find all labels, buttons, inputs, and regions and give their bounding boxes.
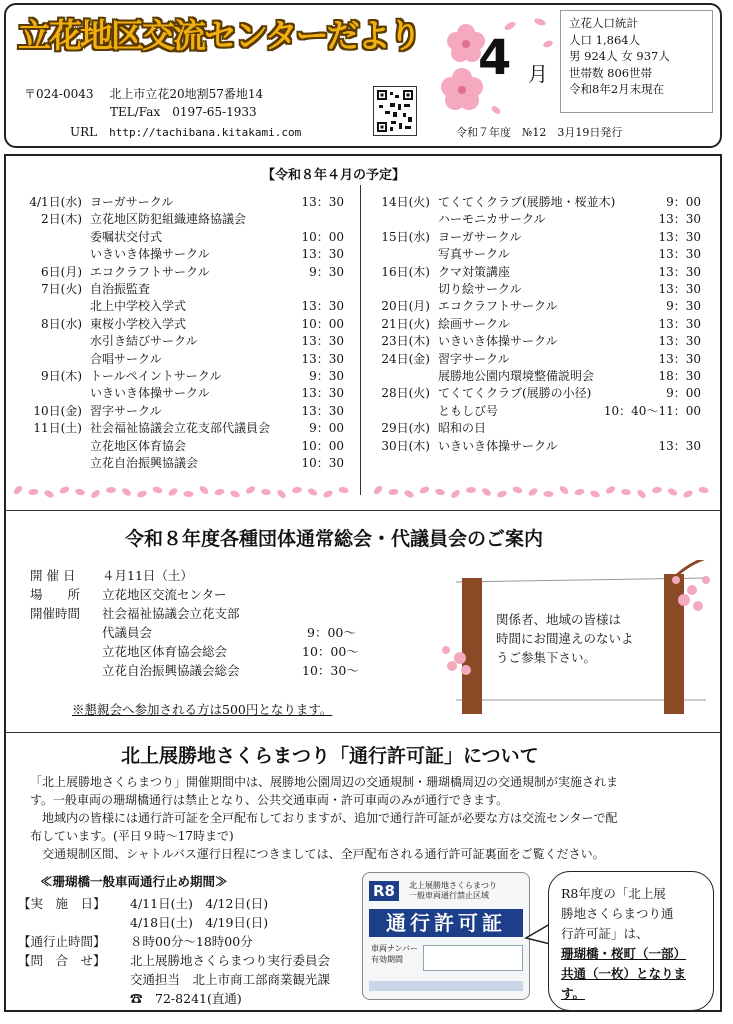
contact-dept: 交通担当 北上市商工部商業観光課 <box>130 972 331 987</box>
website <box>70 124 301 141</box>
bubble-line: 行許可証」は、 <box>561 926 649 941</box>
schedule-date: 20日(月) <box>381 299 430 314</box>
bubble-line: す。 <box>561 986 586 1001</box>
schedule-row <box>14 264 302 281</box>
schedule-event: ともしび号 <box>438 403 499 418</box>
schedule-event: 自治振監査 <box>90 282 151 296</box>
permit-image <box>362 872 530 1000</box>
meeting-time: 9：00～ <box>307 625 356 640</box>
petal <box>574 488 585 496</box>
schedule-event: いきいき体操サークル <box>90 247 210 262</box>
permit-field: 車両ナンバー <box>371 944 419 953</box>
petal <box>229 489 241 498</box>
permit-footer <box>369 981 523 991</box>
schedule-date: 23日(木) <box>381 334 430 349</box>
schedule-row <box>362 351 650 368</box>
schedule-date: 15日(水) <box>381 229 430 244</box>
permit-field-box <box>423 945 523 971</box>
schedule-time: 13：30 <box>658 212 701 227</box>
date-label: 開 催 日 <box>30 568 76 583</box>
schedule-event: 切り絵サークル <box>438 282 522 296</box>
schedule-date: 4/1日(水) <box>29 195 82 209</box>
schedule-time: 9：30 <box>666 299 701 314</box>
schedule-time: 9：00 <box>309 421 344 436</box>
petal <box>136 490 147 499</box>
schedule-row <box>14 420 302 437</box>
petal <box>543 491 553 497</box>
schedule-row <box>14 194 302 211</box>
petal <box>90 488 102 499</box>
schedule-time: 9：30 <box>309 264 344 279</box>
period-dates-1: 4/11日(土) 4/12日(日) <box>130 896 269 911</box>
schedule-time: 13：30 <box>301 351 344 366</box>
schedule-time: 13：30 <box>658 316 701 331</box>
schedule-time: 13：30 <box>658 247 701 262</box>
schedule-date: 30日(木) <box>381 438 430 453</box>
population-stats <box>560 10 713 113</box>
schedule-row <box>14 403 302 420</box>
schedule-event: 東桜小学校入学式 <box>90 316 187 331</box>
petal <box>450 488 462 499</box>
petal <box>59 485 71 495</box>
petal <box>589 489 601 498</box>
schedule-event: てくてくクラブ(展勝地・桜並木) <box>438 195 616 209</box>
petal <box>667 487 679 497</box>
schedule-row <box>14 385 302 402</box>
schedule-row <box>362 211 650 228</box>
postal-address <box>24 86 263 103</box>
schedule-event: 社会福祉協議会立花支部代議員会 <box>90 421 271 436</box>
sign-line: 関係者、地域の皆様は <box>496 612 622 627</box>
schedule-row <box>362 298 650 315</box>
schedule-time: 13：30 <box>658 282 701 296</box>
petal <box>652 486 663 493</box>
schedule-date: 21日(火) <box>381 316 430 331</box>
stats-as-of: 令和8年2月末現在 <box>569 82 665 96</box>
meeting-item: 社会福祉協議会立花支部 <box>102 606 240 621</box>
schedule-event: 立花地区体育協会 <box>90 438 187 453</box>
schedule-time: 18：30 <box>658 369 701 383</box>
period-dates-2: 4/18日(土) 4/19日(日) <box>130 915 269 930</box>
schedule-time: 13：30 <box>658 438 701 453</box>
schedule-time: 9：00 <box>666 386 701 401</box>
petal <box>434 488 445 496</box>
schedule-event: 水引き結びサークル <box>90 334 198 349</box>
petal <box>466 487 476 494</box>
meeting-place: 立花地区交流センター <box>102 587 227 602</box>
petal <box>527 487 539 498</box>
schedule-event: てくてくクラブ(展勝の小径) <box>438 386 592 401</box>
meeting-title: 令和８年度各種団体通常総会・代議員会のご案内 <box>125 528 544 550</box>
tel-fax: TEL/Fax 0197-65-1933 <box>110 105 257 119</box>
schedule-time: 13：30 <box>301 334 344 349</box>
petal <box>372 484 383 495</box>
url-link[interactable]: http://tachibana.kitakami.com <box>109 126 302 139</box>
petal <box>636 488 647 499</box>
petal <box>698 486 709 494</box>
petal <box>403 489 415 499</box>
schedule-row <box>14 438 302 455</box>
speech-bubble <box>548 871 714 1011</box>
schedule-row <box>362 385 650 402</box>
schedule-row <box>362 246 650 263</box>
month-number: 4 <box>478 30 512 86</box>
closure-details <box>18 894 330 1008</box>
schedule-time: 10：00 <box>301 229 344 244</box>
schedule-date: 7日(火) <box>41 282 82 296</box>
petal <box>198 485 210 496</box>
schedule-event: 写真サークル <box>438 247 510 262</box>
schedule-row <box>14 211 302 228</box>
schedule-event: 立花自治振興協議会 <box>90 456 199 470</box>
petal <box>307 487 319 497</box>
schedule-event: いきいき体操サークル <box>438 334 558 349</box>
schedule-date: 8日(水) <box>41 316 82 331</box>
schedule-time: 10：40～11：00 <box>603 403 701 418</box>
schedule-date: 9日(木) <box>41 369 82 383</box>
permit-title: 通行許可証 <box>369 909 523 937</box>
petal <box>28 488 39 495</box>
stats-title: 立花人口統計 <box>569 16 638 30</box>
issue-info: 令和７年度 №12 3月19日発行 <box>456 126 623 139</box>
schedule-divider <box>360 185 361 495</box>
permit-fields <box>371 943 418 965</box>
petal <box>261 488 272 495</box>
schedule-date: 28日(火) <box>381 386 430 401</box>
newsletter-title: 立花地区交流センターだより <box>18 16 420 55</box>
schedule-event: 習字サークル <box>438 351 510 366</box>
schedule-row <box>14 246 302 263</box>
schedule-time: 13：30 <box>658 264 701 279</box>
schedule-row <box>362 281 650 298</box>
section-divider <box>4 732 722 733</box>
schedule-date: 29日(水) <box>381 421 430 436</box>
schedule-time: 9：30 <box>309 369 344 383</box>
schedule-time: 13：30 <box>301 299 344 314</box>
schedule-date: 2日(木) <box>41 212 82 227</box>
schedule-time: 9：00 <box>666 195 701 209</box>
contact-phone: 72-8241(直通) <box>155 991 242 1006</box>
petal <box>121 487 133 498</box>
permit-field: 有効期間 <box>371 955 403 964</box>
schedule-date: 16日(木) <box>381 264 430 279</box>
schedule-event: 絵画サークル <box>438 316 510 331</box>
meeting-item: 立花地区体育協会総会 <box>102 644 228 659</box>
permit-badge: R8 <box>369 881 399 901</box>
meeting-date: ４月11日（土） <box>102 568 193 583</box>
petal <box>12 484 23 495</box>
petal <box>322 489 334 499</box>
schedule-row <box>362 438 650 455</box>
hours-label: 【通行止時間】 <box>18 934 106 949</box>
contact-org: 北上展勝地さくらまつり実行委員会 <box>130 953 331 968</box>
schedule-row <box>14 298 302 315</box>
schedule-row <box>362 264 650 281</box>
sign-line: うご参集下さい。 <box>496 650 597 665</box>
petal-border <box>12 484 712 500</box>
schedule-time: 13：30 <box>301 403 344 418</box>
schedule-time: 13：30 <box>301 195 344 209</box>
phone-icon: ☎ <box>130 991 143 1006</box>
para-line: 布しています。(平日９時～17時まで) <box>30 829 234 843</box>
petal <box>152 486 163 495</box>
schedule-event: 展勝地公園内環境整備説明会 <box>438 369 595 383</box>
section-divider <box>4 510 722 511</box>
petal <box>512 486 523 495</box>
schedule-time: 13：30 <box>658 351 701 366</box>
stats-population: 人口 1,864人 <box>569 32 641 47</box>
schedule-date: 6日(月) <box>41 264 82 279</box>
schedule-title: 【令和８年４月の予定】 <box>262 168 406 183</box>
petal <box>419 485 431 495</box>
schedule-event: クマ対策講座 <box>438 264 511 279</box>
schedule-row <box>362 368 650 385</box>
meeting-item: 代議員会 <box>102 625 153 640</box>
para-line: 交通規制区間、シャトルバス運行日程につきましては、全戸配布される通行許可証裏面をご覧ください。 <box>30 847 605 861</box>
permit-head-line: 北上展勝地さくらまつり <box>409 881 497 890</box>
month-label: 月 <box>528 62 548 86</box>
meeting-time: 10：30～ <box>302 663 359 678</box>
petal <box>605 485 617 495</box>
petal <box>338 486 349 494</box>
schedule-event: エコクラフトサークル <box>438 299 558 314</box>
petal <box>481 487 493 498</box>
sign-message <box>496 610 634 667</box>
place-label: 場 所 <box>30 587 81 602</box>
schedule-time: 13：30 <box>301 386 344 401</box>
schedule-time: 10：00 <box>301 316 344 331</box>
schedule-row <box>14 368 302 385</box>
sakura-paragraph <box>30 773 720 863</box>
schedule-row <box>14 351 302 368</box>
schedule-row <box>362 316 650 333</box>
schedule-row <box>14 316 302 333</box>
period-label: 【実 施 日】 <box>18 896 106 911</box>
stats-gender: 男 924人 女 937人 <box>569 49 670 63</box>
schedule-event: トールペイントサークル <box>90 369 222 383</box>
petal <box>682 489 694 499</box>
schedule-row <box>14 281 302 298</box>
schedule-time: 10：30 <box>301 456 344 470</box>
permit-header <box>409 881 497 901</box>
schedule-row <box>14 229 302 246</box>
sakura-title: 北上展勝地さくらまつり「通行許可証」について <box>121 745 539 767</box>
contact-label: 【問 合 せ】 <box>18 953 106 968</box>
schedule-date: 24日(金) <box>381 351 430 366</box>
schedule-event: いきいき体操サークル <box>90 386 210 401</box>
schedule-date: 10日(金) <box>33 403 82 418</box>
schedule-event: 習字サークル <box>90 403 162 418</box>
petal <box>43 489 55 499</box>
qr-code[interactable] <box>373 86 417 136</box>
schedule-event: エコクラフトサークル <box>90 264 210 279</box>
schedule-row <box>362 194 650 211</box>
schedule-event: 立花地区防犯組織連絡協議会 <box>90 212 247 227</box>
schedule-event: いきいき体操サークル <box>438 438 558 453</box>
url-label: URL <box>70 125 98 139</box>
bubble-line: 共通（一枚）となりま <box>561 966 687 981</box>
petal <box>214 488 225 496</box>
schedule-row <box>14 333 302 350</box>
petal <box>292 486 303 493</box>
closure-hours: ８時00分～18時00分 <box>130 934 253 949</box>
schedule-row <box>362 420 650 437</box>
schedule-date: 11日(土) <box>33 421 82 436</box>
petal <box>245 485 257 495</box>
petal <box>276 488 287 499</box>
schedule-event: 北上中学校入学式 <box>90 299 187 314</box>
sign-line: 時間にお間違えのないよ <box>496 631 634 646</box>
para-line: 「北上展勝地さくらまつり」開催期間中は、展勝地公園周辺の交通規制・珊瑚橋周辺の交通規制が実施されま <box>30 775 619 789</box>
schedule-time: 10：00 <box>301 438 344 453</box>
petal <box>621 488 632 495</box>
schedule-row <box>362 229 650 246</box>
schedule-event: 昭和の日 <box>438 421 487 436</box>
schedule-time: 13：30 <box>658 229 701 244</box>
bubble-line: 勝地さくらまつり通 <box>561 906 674 921</box>
para-line: 地域内の皆様には通行許可証を全戸配布しておりますが、追加で通行許可証が必要な方は交流センターで配 <box>30 811 618 825</box>
schedule-time: 13：30 <box>301 247 344 262</box>
banquet-note: ※懇親会へ参加される方は500円となります。 <box>72 702 333 717</box>
petal <box>183 491 193 497</box>
schedule-date: 14日(火) <box>381 195 430 209</box>
permit-head-line: 一般車両通行禁止区域 <box>409 891 489 900</box>
closure-title: ≪珊瑚橋一般車両通行止め期間≫ <box>40 874 228 889</box>
schedule-event: ハーモニカサークル <box>438 212 546 227</box>
meeting-item: 立花自治振興協議会総会 <box>102 663 240 678</box>
stats-households: 世帯数 806世帯 <box>569 65 653 80</box>
meeting-time: 10：00～ <box>302 644 359 659</box>
schedule-event: 合唱サークル <box>90 351 162 366</box>
para-line: す。一般車両の珊瑚橋通行は禁止となり、公共交通車両・許可車両のみが通行できます。 <box>30 793 509 807</box>
schedule-row <box>362 333 650 350</box>
petal <box>388 488 399 495</box>
postal-code: 〒024-0043 <box>24 87 94 101</box>
petal <box>496 490 507 499</box>
schedule-event: ヨーガサークル <box>438 229 522 244</box>
petal <box>106 487 116 494</box>
bubble-line: 珊瑚橋・桜町（一部） <box>561 946 687 961</box>
meeting-details <box>30 566 359 680</box>
schedule-time: 13：30 <box>658 334 701 349</box>
schedule-event: ヨーガサークル <box>90 195 174 209</box>
bubble-line: R8年度の「北上展 <box>561 886 666 901</box>
street-address: 北上市立花20地割57番地14 <box>109 87 264 101</box>
petal <box>74 488 85 496</box>
petal <box>558 485 570 496</box>
petal <box>167 487 179 498</box>
time-label: 開催時間 <box>30 606 81 621</box>
schedule-event: 委嘱状交付式 <box>90 229 163 244</box>
schedule-row <box>14 455 302 472</box>
